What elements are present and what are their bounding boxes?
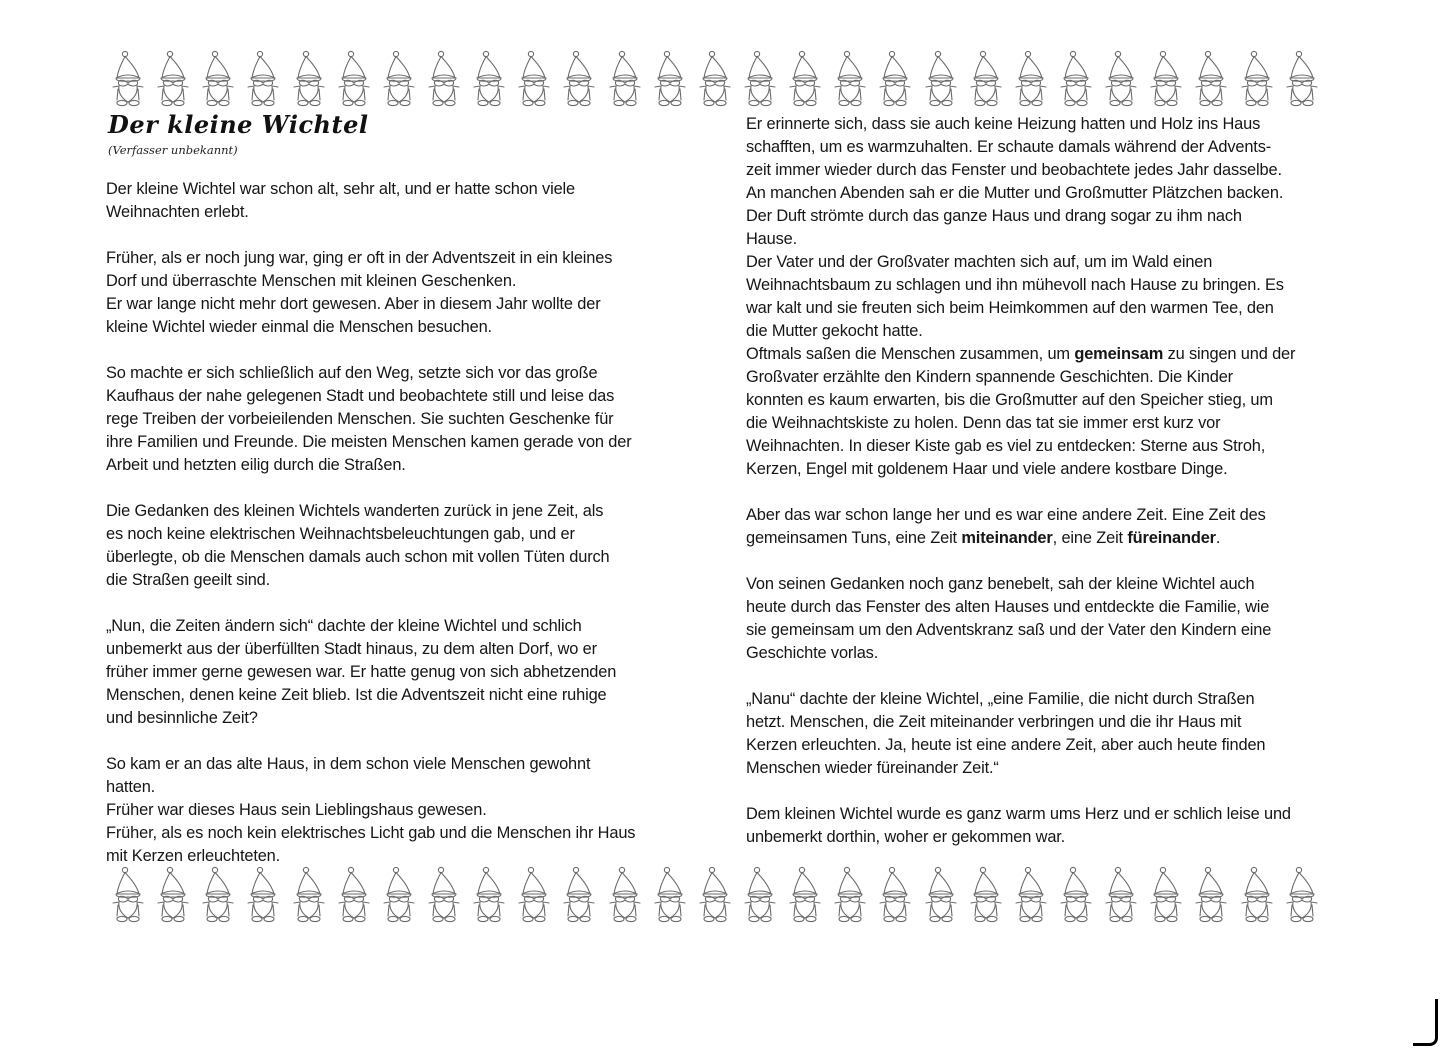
gnome-icon [426, 866, 462, 924]
gnome-icon [1239, 866, 1275, 924]
gnome-icon [968, 866, 1004, 924]
text-line: Menschen, denen keine Zeit blieb. Ist die Adventszeit nicht eine ruhige [106, 686, 607, 704]
gnome-icon [381, 866, 417, 924]
page-title: Der kleine Wichtel [108, 110, 369, 139]
text-line: hetzt. Menschen, die Zeit miteinander verbringen und die ihr Haus mit [746, 713, 1242, 731]
text-line: Er war lange nicht mehr dort gewesen. Aber in diesem Jahr wollte der [106, 295, 601, 313]
gnome-icon [200, 866, 236, 924]
gnome-icon [832, 866, 868, 924]
text-line: Kaufhaus der nahe gelegenen Stadt und beobachtete still und leise das [106, 387, 615, 405]
paragraph-memories [746, 113, 1366, 481]
gnome-icon [110, 50, 146, 108]
paragraph-gap [106, 477, 706, 500]
paragraph-gap [746, 665, 1366, 688]
text-line: konnten es kaum erwarten, bis die Großmutter auf den Speicher stieg, um [746, 391, 1273, 409]
gnome-icon [787, 50, 823, 108]
text-line: hatten. [106, 778, 156, 796]
paragraph-gap [746, 550, 1366, 573]
gnome-icon [923, 50, 959, 108]
text-line: Weihnachten erlebt. [106, 203, 249, 221]
gnome-icon [787, 866, 823, 924]
gnome-icon [516, 866, 552, 924]
left-column [106, 178, 706, 868]
text-line: Großvater erzählte den Kindern spannende Geschichten. Die Kinder [746, 368, 1233, 386]
gnome-icon [291, 50, 327, 108]
text-line: rege Treiben der vorbeieilenden Menschen. Sie suchten Geschenke für [106, 410, 614, 428]
scan-edge-corner [1413, 999, 1438, 1046]
text-line: Aber das war schon lange her und es war eine andere Zeit. Eine Zeit des [746, 506, 1266, 524]
paragraph [106, 753, 706, 868]
text-line: es noch keine elektrischen Weihnachtsbeleuchtungen gab, und er [106, 525, 575, 543]
gnome-icon [1058, 50, 1094, 108]
paragraph-gap [106, 224, 706, 247]
paragraph-ending [746, 803, 1366, 849]
text-line: sie gemeinsam um den Adventskranz saß und der Vater den Kindern eine [746, 621, 1272, 639]
gnome-icon [832, 50, 868, 108]
text-line: Die Gedanken des kleinen Wichtels wanderten zurück in jene Zeit, als [106, 502, 604, 520]
gnome-icon [291, 866, 327, 924]
text-line: die Mutter gekocht hatte. [746, 322, 923, 340]
paragraph [106, 500, 706, 592]
text-line: Früher war dieses Haus sein Lieblingshaus gewesen. [106, 801, 487, 819]
gnome-icon [697, 866, 733, 924]
text-line: die Weihnachtskiste zu holen. Denn das tat sie immer erst kurz vor [746, 414, 1221, 432]
paragraph-gap [106, 339, 706, 362]
text-line: unbemerkt aus der überfüllten Stadt hinaus, zu dem alten Dorf, wo er [106, 640, 597, 658]
text-line: Oftmals saßen die Menschen zusammen, um gemeinsam zu singen und der [746, 345, 1296, 363]
gnome-icon [471, 866, 507, 924]
gnome-icon [426, 50, 462, 108]
gnome-icon [1193, 866, 1229, 924]
text-line: Der Duft strömte durch das ganze Haus und drang sogar zu ihm nach [746, 207, 1242, 225]
gnome-border-bottom [110, 864, 1320, 924]
gnome-icon [561, 866, 597, 924]
gnome-icon [607, 866, 643, 924]
gnome-icon [1103, 866, 1139, 924]
text-line: die Straßen geeilt sind. [106, 571, 271, 589]
gnome-icon [561, 50, 597, 108]
gnome-icon [200, 50, 236, 108]
gnome-icon [1148, 50, 1184, 108]
paragraph-lines [746, 366, 1366, 481]
gnome-icon [1148, 866, 1184, 924]
gnome-icon [245, 866, 281, 924]
text-line: und besinnliche Zeit? [106, 709, 258, 727]
text-line: Hause. [746, 230, 798, 248]
gnome-icon [245, 50, 281, 108]
gnome-icon [923, 866, 959, 924]
text-line: ihre Familien und Freunde. Die meisten Menschen kamen gerade von der [106, 433, 632, 451]
gnome-icon [1284, 50, 1320, 108]
text-line: Früher, als es noch kein elektrisches Licht gab und die Menschen ihr Haus [106, 824, 636, 842]
text-line: Dem kleinen Wichtel wurde es ganz warm ums Herz und er schlich leise und [746, 805, 1291, 823]
emphasis-miteinander: miteinander [961, 529, 1053, 547]
text-line: heute durch das Fenster des alten Hauses und entdeckte die Familie, wie [746, 598, 1270, 616]
paragraph-other-time [746, 504, 1366, 550]
text-line: Der kleine Wichtel war schon alt, sehr alt, und er hatte schon viele [106, 180, 576, 198]
gnome-icon [652, 50, 688, 108]
text-line: schafften, um es warmzuhalten. Er schaute damals während der Advents- [746, 138, 1272, 156]
text-line: Von seinen Gedanken noch ganz benebelt, sah der kleine Wichtel auch [746, 575, 1255, 593]
text-line: Früher, als er noch jung war, ging er oft in der Adventszeit in ein kleines [106, 249, 613, 267]
gnome-icon [1013, 866, 1049, 924]
text-line: früher immer gerne gewesen war. Er hatte genug von sich abhetzenden [106, 663, 617, 681]
text-line: An manchen Abenden sah er die Mutter und Großmutter Plätzchen backen. [746, 184, 1284, 202]
text-line: Weihnachten. In dieser Kiste gab es viel zu entdecken: Sterne aus Stroh, [746, 437, 1266, 455]
paragraph-family [746, 573, 1366, 665]
text-line: Dorf und überraschte Menschen mit kleinen Geschenken. [106, 272, 517, 290]
emphasis-fuereinander: füreinander [1127, 529, 1216, 547]
emphasis-gemeinsam: gemeinsam [1074, 345, 1164, 363]
text-line: „Nun, die Zeiten ändern sich“ dachte der kleine Wichtel und schlich [106, 617, 582, 635]
gnome-icon [877, 50, 913, 108]
paragraph-gap [746, 780, 1366, 803]
gnome-icon [471, 50, 507, 108]
text-line: kleine Wichtel wieder einmal die Menschen besuchen. [106, 318, 492, 336]
text-line: Arbeit und hetzten eilig durch die Straßen. [106, 456, 406, 474]
right-column [746, 113, 1366, 849]
gnome-icon [516, 50, 552, 108]
gnome-icon [877, 866, 913, 924]
text-line: gemeinsamen Tuns, eine Zeit miteinander, eine Zeit füreinander. [746, 529, 1221, 547]
gnome-icon [742, 50, 778, 108]
text-line: zeit immer wieder durch das Fenster und beobachtete jedes Jahr dasselbe. [746, 161, 1282, 179]
paragraph [106, 247, 706, 339]
gnome-icon [1239, 50, 1275, 108]
text-line: überlegte, ob die Menschen damals auch schon mit vollen Tüten durch [106, 548, 610, 566]
paragraph-gap [106, 592, 706, 615]
text-line: unbemerkt dorthin, woher er gekommen war. [746, 828, 1066, 846]
text-line: mit Kerzen erleuchteten. [106, 847, 281, 865]
author-note: (Verfasser unbekannt) [108, 143, 238, 157]
gnome-icon [968, 50, 1004, 108]
paragraph [106, 362, 706, 477]
text-line: Kerzen erleuchten. Ja, heute ist eine andere Zeit, aber auch heute finden [746, 736, 1266, 754]
gnome-icon [110, 866, 146, 924]
paragraph-gap [106, 730, 706, 753]
paragraph [106, 178, 706, 224]
paragraph-lines [746, 113, 1366, 343]
text-line: So kam er an das alte Haus, in dem schon viele Menschen gewohnt [106, 755, 591, 773]
gnome-icon [1013, 50, 1049, 108]
gnome-icon [1103, 50, 1139, 108]
text-line: Kerzen, Engel mit goldenem Haar und viele andere kostbare Dinge. [746, 460, 1228, 478]
gnome-icon [381, 50, 417, 108]
text-line: Er erinnerte sich, dass sie auch keine Heizung hatten und Holz ins Haus [746, 115, 1261, 133]
gnome-icon [742, 866, 778, 924]
paragraph-nanu [746, 688, 1366, 780]
gnome-icon [155, 866, 191, 924]
gnome-icon [607, 50, 643, 108]
gnome-icon [155, 50, 191, 108]
gnome-icon [697, 50, 733, 108]
paragraph-gap [746, 481, 1366, 504]
text-line: Geschichte vorlas. [746, 644, 879, 662]
gnome-icon [336, 866, 372, 924]
paragraph [106, 615, 706, 730]
text-line: war kalt und sie freuten sich beim Heimkommen auf den warmen Tee, den [746, 299, 1274, 317]
text-line: So machte er sich schließlich auf den Weg, setzte sich vor das große [106, 364, 598, 382]
gnome-icon [336, 50, 372, 108]
gnome-icon [1193, 50, 1229, 108]
gnome-icon [652, 866, 688, 924]
gnome-icon [1284, 866, 1320, 924]
text-line: Menschen wieder füreinander Zeit.“ [746, 759, 999, 777]
text-line: Der Vater und der Großvater machten sich auf, um im Wald einen [746, 253, 1213, 271]
text-line: „Nanu“ dachte der kleine Wichtel, „eine Familie, die nicht durch Straßen [746, 690, 1255, 708]
text-line: Weihnachtsbaum zu schlagen und ihn mühevoll nach Hause zu bringen. Es [746, 276, 1284, 294]
gnome-border-top [110, 48, 1320, 108]
gnome-icon [1058, 866, 1094, 924]
